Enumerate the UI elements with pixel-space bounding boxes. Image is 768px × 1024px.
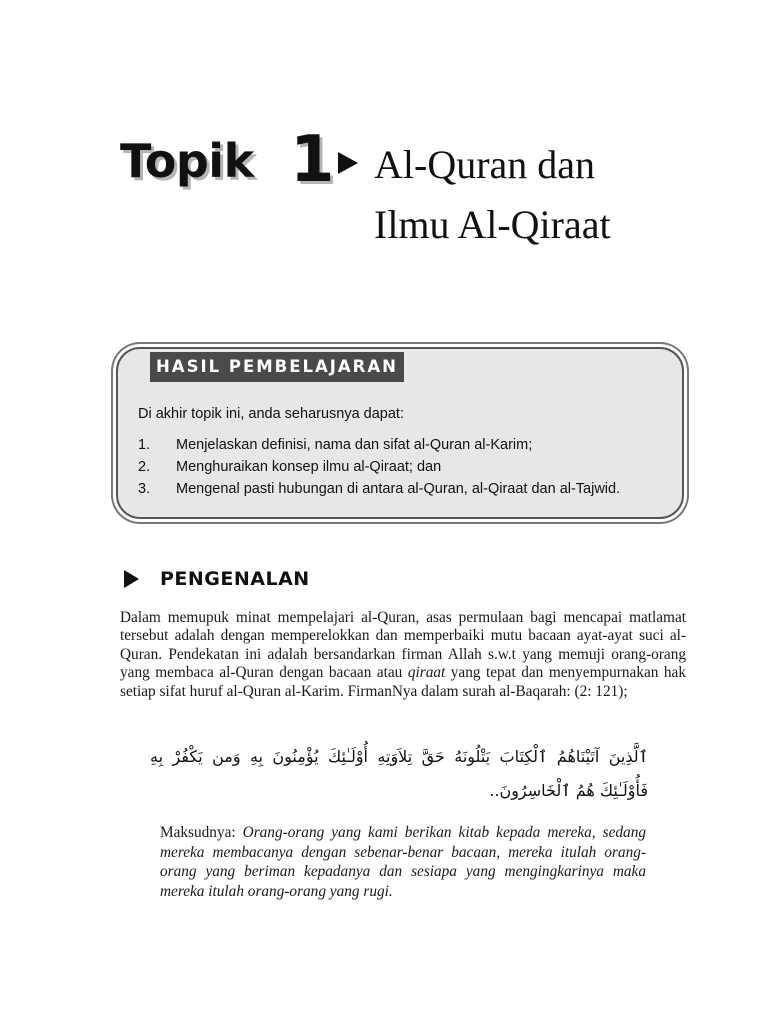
paragraph-text: Dalam memupuk minat mempelajari al-Quran, asas permulaan bagi mencapai matlamat tersebut adalah dengan memperelokkan dan memperbaiki mutu bacaan ayat-ayat suci al-Quran. Pendekatan ini adalah bersandarkan firman Allah s.w.t yang memuji orang-orang yang membaca al-Quran dengan bacaan atau [120, 609, 686, 682]
list-item-number: 2. [138, 459, 151, 475]
topic-word: Topik [120, 134, 254, 188]
learning-outcomes-list [138, 434, 620, 500]
learning-outcomes-intro: Di akhir topik ini, anda seharusnya dapat: [138, 406, 404, 422]
learning-outcomes-heading: HASIL PEMBELAJARAN [150, 352, 404, 382]
section-heading: PENGENALAN [160, 568, 310, 590]
topic-number: 1 [290, 123, 335, 197]
arabic-verse: ٱلَّذِينَ آتَيْنَاهُمُ ٱلْكِتَابَ يَتْلُونَهُ حَقَّ تِلاَوَتِهِ أُوْلَـٰئِكَ يُؤْمِنُونَ بِهِ وَمن يَكْفُرْ بِهِ فَأُوْلَـٰئِكَ هُمُ ٱلْخَاسِرُونَ.. [150, 747, 648, 800]
translation-text: Orang-orang yang kami berikan kitab kepada mereka, sedang mereka membacanya dengan sebenar-benar bacaan, mereka itulah orang-orang yang beriman kepadanya dan sesiapa yang mengingkarinya maka mereka itulah orang-orang yang rugi. [160, 824, 646, 900]
verse-translation [160, 823, 646, 901]
chapter-title-line-2: Ilmu Al-Qiraat [374, 202, 611, 247]
list-item-number: 1. [138, 437, 151, 453]
triangle-arrow-icon [124, 570, 139, 588]
list-item [138, 456, 620, 478]
paragraph-text: yang tepat dan menyempurnakan hak setiap sifat huruf al-Quran al-Karim. FirmanNya dalam surah al-Baqarah: (2: 121); [120, 664, 686, 700]
list-item [138, 434, 620, 456]
list-item-text: Mengenal pasti hubungan di antara al-Quran, al-Qiraat dan al-Tajwid. [176, 481, 621, 497]
list-item-text: Menjelaskan definisi, nama dan sifat al-Quran al-Karim; [176, 437, 533, 453]
triangle-arrow-icon [338, 152, 358, 174]
introduction-paragraph [120, 609, 686, 701]
list-item [138, 478, 620, 500]
list-item-text: Menghuraikan konsep ilmu al-Qiraat; dan [176, 459, 442, 475]
translation-label: Maksudnya: [160, 824, 243, 841]
list-item-number: 3. [138, 481, 151, 497]
chapter-title-line-1: Al-Quran dan [374, 142, 596, 187]
paragraph-italic-term: qiraat [407, 664, 446, 682]
